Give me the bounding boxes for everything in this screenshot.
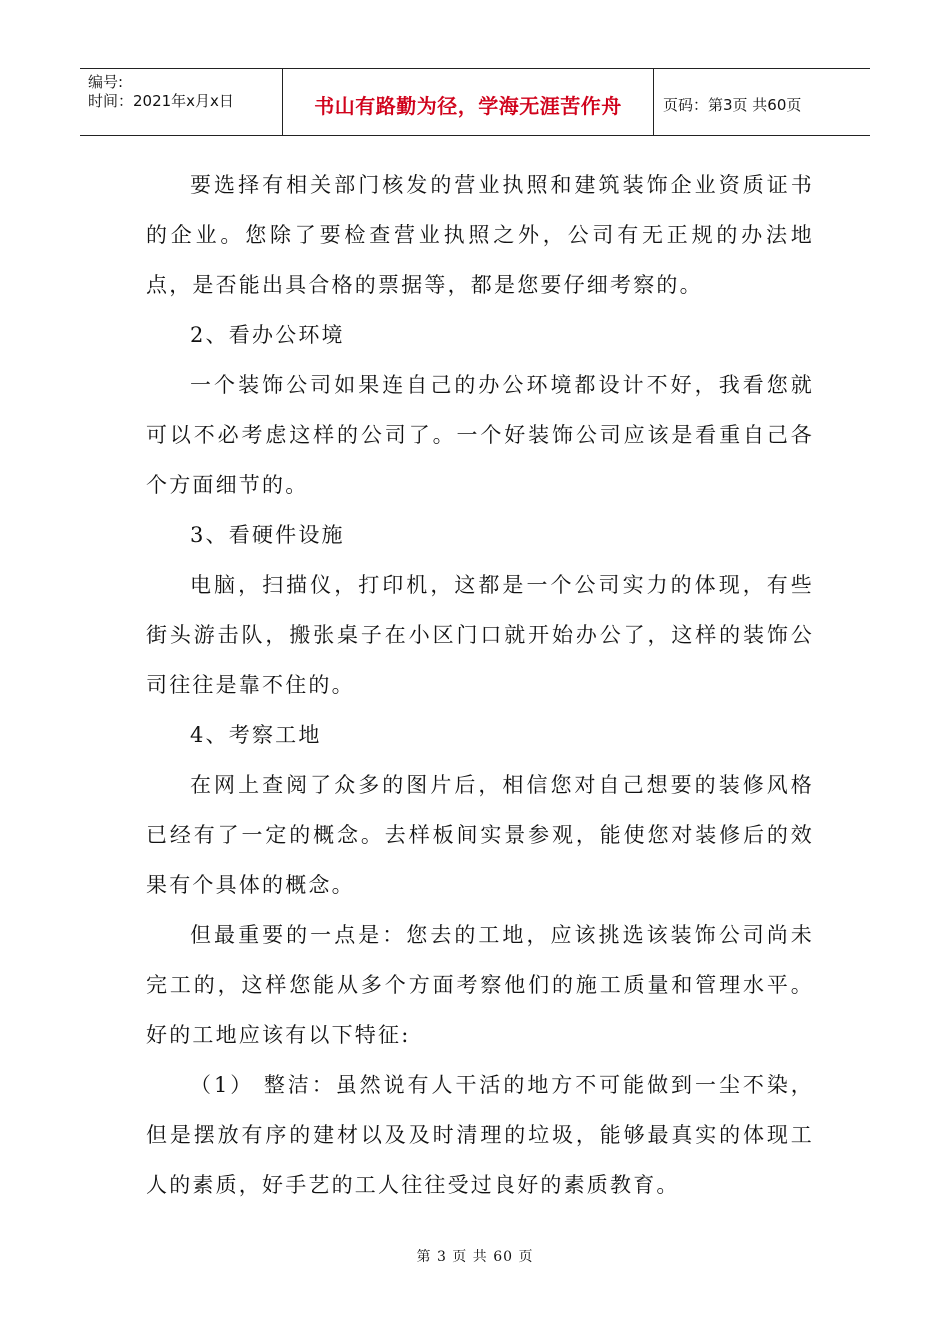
document-date-label: 时间：2021年x月x日 bbox=[88, 92, 234, 110]
document-number-label: 编号: bbox=[88, 73, 124, 91]
header-meta-cell bbox=[80, 69, 283, 135]
body-paragraph: 一个装饰公司如果连自己的办公环境都设计不好，我看您就可以不必考虑这样的公司了。一个好装饰公司应该是看重自己各个方面细节的。 bbox=[146, 373, 814, 497]
header-page-cell bbox=[654, 69, 870, 135]
page-footer: 第 3 页 共 60 页 bbox=[416, 1249, 534, 1265]
body-paragraph: 电脑，扫描仪，打印机，这都是一个公司实力的体现，有些街头游击队，搬张桌子在小区门口就开始办公了，这样的装饰公司往往是靠不住的。 bbox=[146, 573, 814, 697]
body-paragraph: 要选择有相关部门核发的营业执照和建筑装饰企业资质证书的企业。您除了要检查营业执照之外，公司有无正规的办法地点，是否能出具合格的票据等，都是您要仔细考察的。 bbox=[146, 173, 814, 297]
body-paragraph: 在网上查阅了众多的图片后，相信您对自己想要的装修风格已经有了一定的概念。去样板间实景参观，能使您对装修后的效果有个具体的概念。 bbox=[146, 773, 814, 897]
page-header bbox=[80, 68, 870, 136]
header-motto-cell bbox=[283, 69, 654, 135]
header-page-info: 页码：第3页 共60页 bbox=[663, 95, 802, 114]
list-item-paragraph: （1） 整洁：虽然说有人干活的地方不可能做到一尘不染，但是摆放有序的建材以及及时清理的垃圾，能够最真实的体现工人的素质，好手艺的工人往往受过良好的素质教育。 bbox=[146, 1073, 814, 1197]
header-motto: 书山有路勤为径，学海无涯苦作舟 bbox=[314, 93, 622, 118]
section-heading: 2、看办公环境 bbox=[190, 323, 345, 347]
section-heading: 3、看硬件设施 bbox=[190, 523, 345, 547]
document-body bbox=[146, 160, 814, 1210]
section-heading: 4、考察工地 bbox=[190, 723, 322, 747]
body-paragraph: 但最重要的一点是：您去的工地，应该挑选该装饰公司尚未完工的，这样您能从多个方面考察他们的施工质量和管理水平。好的工地应该有以下特征: bbox=[146, 923, 814, 1047]
